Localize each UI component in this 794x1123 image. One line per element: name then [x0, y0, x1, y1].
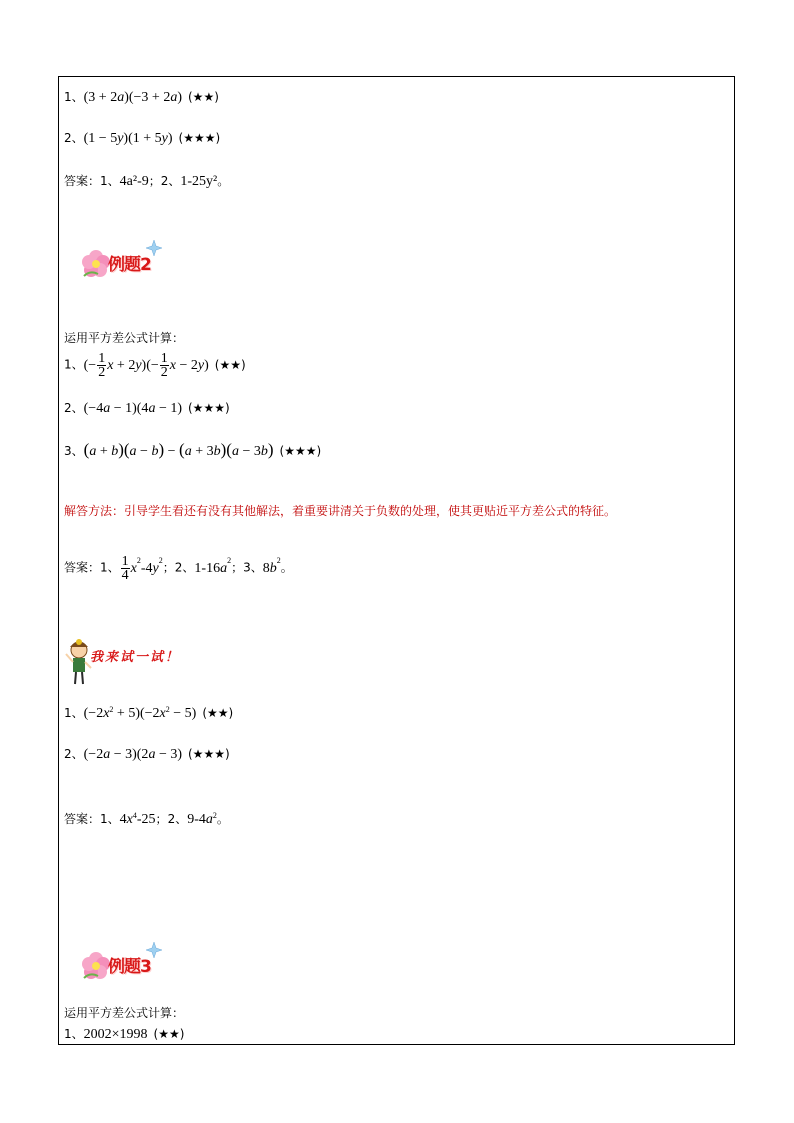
example-2-method: 解答方法：引导学生看还有没有其他解法，着重要讲清关于负数的处理，使其更贴近平方差公式的特征。 [64, 504, 617, 518]
problem-2-2: 2、(−4a − 1)(4a − 1) (★★★) [64, 401, 230, 416]
problem-3-2: 2、(−2a − 3)(2a − 3) (★★★) [64, 747, 230, 762]
example-3-instruction: 运用平方差公式计算： [64, 1006, 185, 1020]
answer-1: 答案：1、4a²-9；2、1-25y²。 [64, 174, 230, 189]
example-3-badge: 例题3 [76, 940, 186, 988]
problem-1-2: 2、(1 − 5y)(1 + 5y) (★★★) [64, 131, 221, 146]
answer-2: 答案：1、 $\frac{1}{4}$ $x^2-4y^2$；2、$1-16a^2$；3、$8b^2$。 [64, 554, 293, 583]
answer-1-2: 1-25y² [180, 174, 218, 189]
try-it-badge: 我来试一试！ [64, 638, 204, 686]
answer-3: 答案：1、$4x^4-25$；2、$9-4a^2$。 [64, 811, 229, 827]
answer-1-1: 4a²-9 [119, 174, 149, 189]
example-2-badge: 例题2 [76, 238, 186, 286]
problem-3-1: 1、$(-2x^2 + 5)(-2x^2 - 5)$ (★★) [64, 705, 234, 721]
problem-2-1: 1、(− $\frac{1}{2}$ x + 2y)(− $\frac{1}{2}$ x − 2y) (★★) [64, 351, 246, 380]
example-2-instruction: 运用平方差公式计算： [64, 331, 185, 345]
problem-1-1: 1、(3 + 2a)(−3 + 2a) (★★) [64, 90, 219, 105]
problem-2-3: 3、(a + b)(a − b) − (a + 3b)(a − 3b) (★★★) [64, 440, 322, 459]
problem-4-1: 1、2002×1998 (★★) [64, 1027, 185, 1042]
